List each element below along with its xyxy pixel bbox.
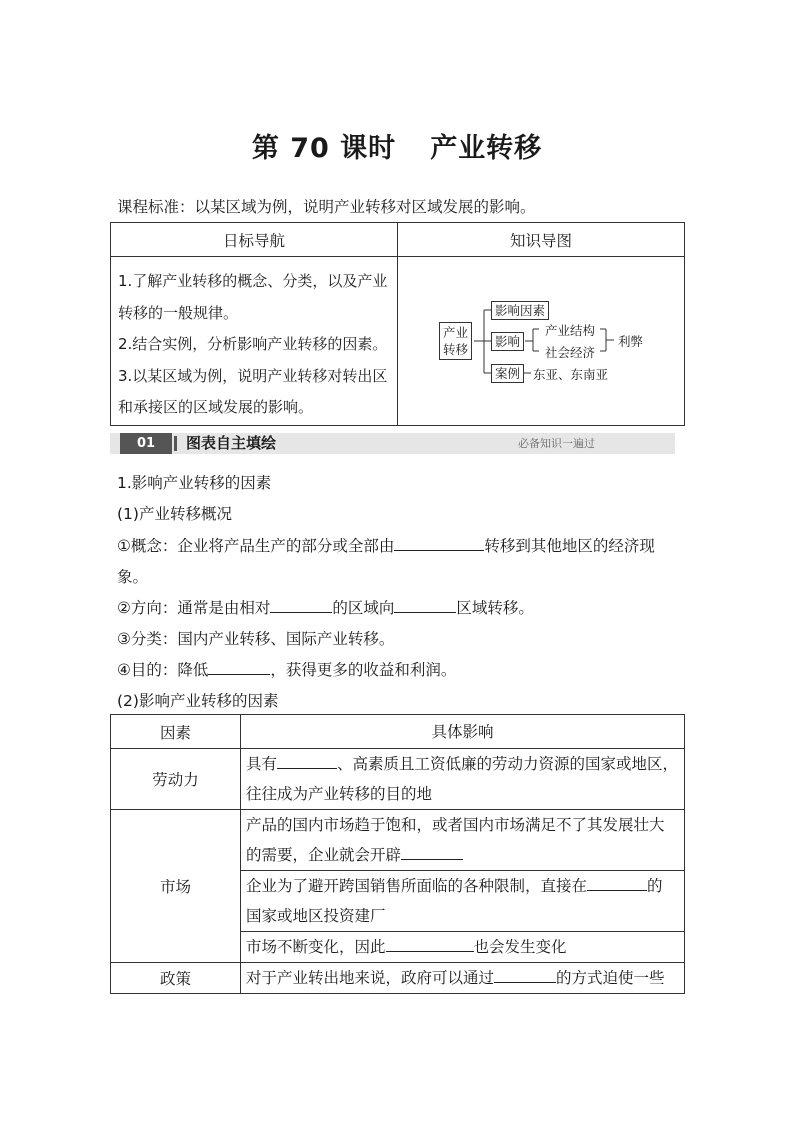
impact-labor: 具有 、高素质且工资低廉的劳动力资源的国家或地区， 往往成为产业转移的目的地	[241, 749, 685, 810]
section-number: 01	[120, 433, 172, 454]
answer-blank[interactable]	[270, 596, 332, 613]
concept-line-end: 象。	[117, 568, 149, 586]
mindmap-root: 产业 转移	[439, 322, 472, 360]
mindmap-cell	[398, 257, 685, 426]
answer-blank[interactable]	[494, 966, 556, 983]
direction-line: ②方向：通常是由相对 的区域向 区域转移。	[117, 596, 534, 618]
factors-table	[110, 714, 685, 994]
section-divider	[174, 436, 177, 451]
goals-cell	[111, 257, 398, 426]
factor-policy: 政策	[111, 963, 241, 994]
mindmap-leaf-structure: 产业结构	[545, 323, 596, 338]
section-hint: 必备知识一遍过	[518, 437, 595, 450]
answer-blank[interactable]	[208, 658, 270, 675]
mindmap-leaf-regions: 东亚、东南亚	[533, 367, 609, 382]
goal-line: 转移的一般规律。	[118, 303, 239, 322]
factor-header: 因素	[111, 715, 241, 749]
impact-market-2: 企业为了避开跨国销售所面临的各种限制，直接在 的 国家或地区投资建厂	[241, 871, 685, 932]
mindmap-leaf-pros-cons: 利弊	[618, 334, 644, 349]
section-banner	[110, 433, 675, 454]
mindmap-leaf-economy: 社会经济	[545, 345, 596, 360]
mindmap-node-case: 案例	[491, 364, 524, 383]
goal-line: 和承接区的区域发展的影响。	[118, 398, 314, 416]
category-line: ③分类：国内产业转移、国际产业转移。	[117, 630, 395, 648]
subheading-overview: (1)产业转移概况	[117, 505, 232, 523]
goal-line: 2.结合实例，分析影响产业转移的因素。	[118, 335, 388, 353]
section-title: 图表自主填绘	[186, 434, 277, 452]
goal-line: 3.以某区域为例，说明产业转移对转出区	[118, 366, 388, 385]
answer-blank[interactable]	[394, 596, 456, 613]
factor-market: 市场	[111, 810, 241, 963]
answer-blank[interactable]	[277, 752, 337, 769]
heading-factors: 1.影响产业转移的因素	[117, 474, 272, 492]
answer-blank[interactable]	[394, 534, 484, 551]
title-lesson: 第 70 课时	[251, 133, 397, 164]
impact-policy: 对于产业转出地来说，政府可以通过 的方式迫使一些	[241, 963, 685, 994]
goals-header: 日标导航	[111, 223, 398, 257]
impact-market-1: 产品的国内市场趋于饱和，或者国内市场满足不了其发展壮大 的需要，企业就会开辟	[241, 810, 685, 871]
purpose-line: ④目的：降低 ，获得更多的收益和利润。	[117, 658, 456, 680]
mindmap-node-impact: 影响	[491, 332, 524, 351]
overview-table	[110, 222, 685, 426]
concept-line: ①概念：企业将产品生产的部分或全部由 转移到其他地区的经济现	[117, 534, 655, 556]
curriculum-standard: 课程标准：以某区域为例，说明产业转移对区域发展的影响。	[117, 198, 536, 216]
goal-line: 1.了解产业转移的概念、分类，以及产业	[118, 272, 388, 290]
mindmap-node-factors: 影响因素	[491, 301, 549, 320]
answer-blank[interactable]	[587, 874, 647, 891]
mindmap-header: 知识导图	[398, 223, 685, 257]
knowledge-mindmap	[399, 258, 683, 424]
impact-market-3: 市场不断变化，因此 也会发生变化	[241, 932, 685, 963]
factor-labor: 劳动力	[111, 749, 241, 810]
answer-blank[interactable]	[386, 935, 474, 952]
title-topic: 产业转移	[430, 133, 543, 164]
page-title	[0, 126, 794, 165]
subheading-factors: (2)影响产业转移的因素	[117, 692, 279, 710]
impact-header: 具体影响	[241, 715, 685, 749]
answer-blank[interactable]	[401, 843, 463, 860]
